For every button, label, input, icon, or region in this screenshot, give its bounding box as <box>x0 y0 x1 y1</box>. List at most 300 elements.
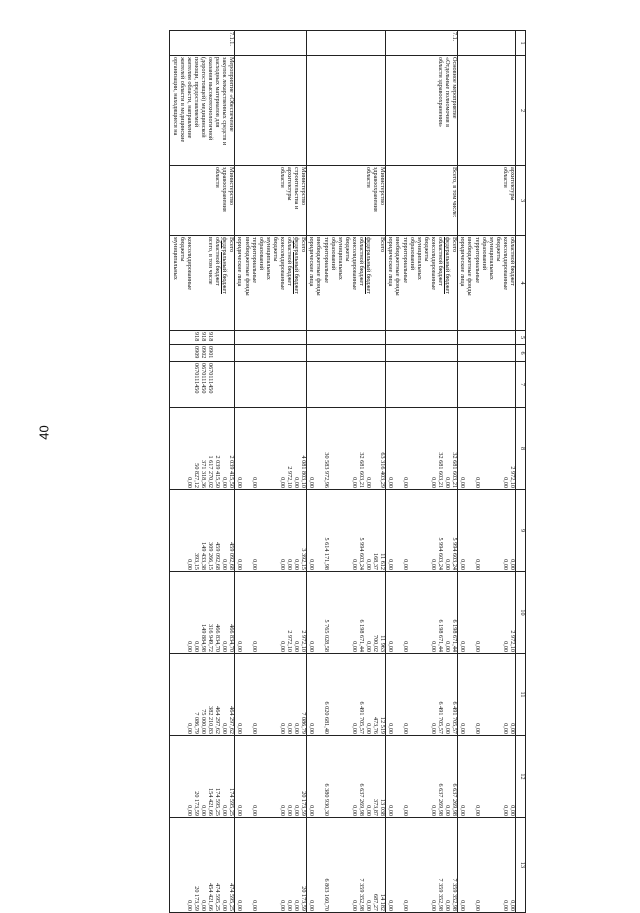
measure-name-cell <box>170 56 235 166</box>
amount-line: 14 182 <box>379 893 387 911</box>
code-line <box>508 332 515 343</box>
code-cell-c6 <box>307 345 386 362</box>
amount-line <box>242 737 249 816</box>
amount-line: 174 595,25 <box>228 788 236 816</box>
code-cell-c7 <box>458 362 516 408</box>
amount-line <box>480 655 487 734</box>
amount-line: 0,00 <box>429 723 437 734</box>
amount-line: 0,00 <box>236 641 244 652</box>
amount-cell-c8 <box>235 408 307 490</box>
amount-line <box>314 819 321 911</box>
funding-source-line: Всего <box>300 237 308 253</box>
code-line <box>378 363 385 406</box>
amount-line: 0,00 <box>444 805 452 816</box>
measure-name-cell-line: (дорогостоящей) медицинской <box>199 57 207 138</box>
measure-name-cell-line: жителям области, направление <box>185 57 193 139</box>
amount-line: 0,00 <box>365 900 373 911</box>
amount-cell-c12 <box>386 736 458 818</box>
amount-line <box>242 491 249 570</box>
amount-line: 1 617 270,02 <box>207 455 215 488</box>
measure-name-cell <box>386 56 458 166</box>
column-header-13: 13 <box>516 818 526 913</box>
amount-line: 0,00 <box>350 641 358 652</box>
amount-line <box>257 491 264 570</box>
amount-line <box>408 737 415 816</box>
amount-line: 0,00 <box>401 805 409 816</box>
amount-line: 474 595,25 <box>228 883 236 911</box>
code-line <box>450 346 457 360</box>
amount-line <box>264 737 271 816</box>
amount-line: 2 972,10 <box>286 466 294 488</box>
amount-line <box>465 491 472 570</box>
amount-line <box>178 819 185 911</box>
amount-line <box>393 655 400 734</box>
code-line <box>213 363 220 406</box>
funding-source-line: областной бюджет <box>214 237 222 286</box>
amount-line: 0,00 <box>429 900 437 911</box>
amount-line: 0,00 <box>221 641 229 652</box>
amount-line: 0,00 <box>473 641 481 652</box>
amount-line <box>487 491 494 570</box>
code-line <box>508 363 515 406</box>
amount-line: 0,00 <box>308 900 316 911</box>
amount-line <box>271 819 278 911</box>
code-line: 918 <box>199 332 207 342</box>
code-line <box>171 363 178 406</box>
amount-line <box>393 491 400 570</box>
funding-source-line: консолидированные <box>185 237 193 291</box>
amount-line: 20 173,59 <box>192 886 200 911</box>
amount-line <box>415 573 422 652</box>
amount-line: 466 834,70 <box>228 624 236 652</box>
executor-cell-line: области <box>279 167 286 188</box>
executor-cell-line: строительства и <box>293 167 301 210</box>
amount-line: 0,00 <box>429 559 437 570</box>
amount-line <box>487 819 494 911</box>
executor-cell <box>386 166 458 236</box>
amount-line: 0,00 <box>293 723 301 734</box>
amount-line <box>257 409 264 488</box>
row-number-cell <box>235 31 307 56</box>
amount-line <box>171 573 178 652</box>
amount-line: 0,00 <box>279 900 286 911</box>
amount-line: 0,00 <box>509 805 516 816</box>
executor-cell-line: области <box>214 167 222 188</box>
amount-line: 6 491 705,57 <box>437 701 445 734</box>
amount-line: 0,00 <box>459 641 467 652</box>
funding-source-cell <box>307 236 386 331</box>
executor-cell <box>235 166 307 236</box>
amount-line: 0,00 <box>401 723 409 734</box>
amount-line <box>329 655 336 734</box>
measure-name-cell <box>307 56 386 166</box>
amount-line: 0,00 <box>365 723 373 734</box>
amount-line: 0,00 <box>192 641 200 652</box>
amount-line <box>343 491 350 570</box>
code-cell-c5 <box>235 331 307 345</box>
amount-line: 0,00 <box>286 559 294 570</box>
code-line: 918 <box>207 332 215 342</box>
amount-line <box>408 491 415 570</box>
amount-line: 0,00 <box>459 477 467 488</box>
amount-line: 473,76 <box>372 716 380 734</box>
amount-line: 0,00 <box>459 723 467 734</box>
amount-line: 0,00 <box>444 477 452 488</box>
amount-line: 0,00 <box>444 723 452 734</box>
amount-line <box>343 409 350 488</box>
amount-line <box>178 737 185 816</box>
amount-line: 0,00 <box>387 641 395 652</box>
funding-source-line <box>192 237 199 329</box>
amount-line <box>343 573 350 652</box>
amount-line: 0,00 <box>286 805 294 816</box>
amount-line: 373,87 <box>372 798 380 816</box>
funding-source-line: юридические лица <box>387 237 395 287</box>
amount-line <box>415 655 422 734</box>
amount-line: 2 039 415,50 <box>214 455 222 488</box>
funding-source-line: федеральный бюджет <box>221 237 229 294</box>
amount-line: 0,00 <box>185 900 193 911</box>
funding-source-line: территориальные <box>250 237 258 283</box>
amount-line <box>336 737 343 816</box>
amount-line: 0,00 <box>221 805 229 816</box>
amount-line: 0,00 <box>236 805 244 816</box>
amount-line <box>487 409 494 488</box>
amount-line: 0,00 <box>501 723 509 734</box>
amount-line: 0,00 <box>401 641 409 652</box>
amount-cell-c9 <box>235 490 307 572</box>
amount-line <box>257 819 264 911</box>
amount-line: 393,15 <box>192 552 200 570</box>
amount-line <box>329 491 336 570</box>
amount-line: 0,00 <box>185 805 193 816</box>
amount-line: 0,00 <box>293 805 301 816</box>
funding-source-line: Всего <box>228 237 236 253</box>
funding-source-line: бюджеты <box>343 237 351 262</box>
measure-name-cell-line <box>299 57 306 164</box>
amount-line: 0,00 <box>365 477 373 488</box>
measure-name-cell-line: закупок лекарственных средств и <box>221 57 229 146</box>
amount-line: 6 637 269,98 <box>437 783 445 816</box>
funding-source-line: консолидированные <box>501 237 509 291</box>
amount-line: 0,00 <box>250 805 258 816</box>
column-header-1: 1 <box>516 31 526 56</box>
amount-line <box>393 737 400 816</box>
amount-line: 5 994 603,24 <box>437 537 445 570</box>
amount-line: 466 834,70 <box>214 624 222 652</box>
amount-line <box>329 409 336 488</box>
table-row <box>235 31 307 913</box>
row-number-cell <box>170 31 235 56</box>
amount-line: 2 972,10 <box>509 630 516 652</box>
amount-line: 0,00 <box>350 477 358 488</box>
executor-cell <box>170 166 235 236</box>
funding-source-line: бюджеты <box>494 237 502 262</box>
amount-line: 0,00 <box>387 723 395 734</box>
code-line: 0902 <box>199 346 207 359</box>
funding-source-line: областной бюджет <box>358 237 366 286</box>
amount-line: 0,00 <box>308 641 316 652</box>
amount-line: 454 421,66 <box>207 883 215 911</box>
code-cell-c7 <box>170 362 235 408</box>
funding-source-line: федеральный бюджет <box>365 237 373 294</box>
amount-line: 0,00 <box>221 477 229 488</box>
budget-table <box>170 30 527 913</box>
amount-line: 5 994 603,24 <box>358 537 366 570</box>
funding-source-line: консолидированные <box>350 237 358 291</box>
code-line <box>220 363 227 406</box>
amount-line <box>415 819 422 911</box>
code-line <box>299 363 306 406</box>
page-number: 40 <box>36 425 52 440</box>
code-line <box>508 346 515 360</box>
amount-line: 0,00 <box>293 641 301 652</box>
amount-line: 75 000,00 <box>199 709 207 734</box>
code-line <box>220 346 227 360</box>
funding-source-line: образований <box>257 237 265 271</box>
amount-line: 0,00 <box>350 723 358 734</box>
code-line <box>171 332 178 343</box>
amount-line: 0,00 <box>279 805 286 816</box>
amount-line: 0,00 <box>236 477 244 488</box>
amount-cell-c12 <box>458 736 516 818</box>
funding-source-line: муниципальных <box>264 237 272 280</box>
amount-cell-c11 <box>386 654 458 736</box>
code-line <box>185 346 192 360</box>
code-line: 0901 <box>207 346 215 359</box>
amount-line <box>480 491 487 570</box>
measure-name-cell-line: оказания высокотехнологичной <box>207 57 215 141</box>
measure-name-cell-line: «Отдельные полномочия в <box>444 57 452 128</box>
column-header-9: 9 <box>516 490 526 572</box>
amount-line <box>178 409 185 488</box>
amount-line: 0,00 <box>429 641 437 652</box>
amount-line: 0,00 <box>429 805 437 816</box>
table-header-row <box>516 31 526 913</box>
amount-line: 0,00 <box>185 477 193 488</box>
measure-name-cell-line: помощи, предоставляемой <box>192 57 200 128</box>
funding-source-line: муниципальных <box>487 237 495 280</box>
code-line <box>178 332 185 343</box>
funding-source-line: юридические лица <box>308 237 316 287</box>
amount-line: 5 765 028,58 <box>322 619 330 652</box>
amount-line: 0,00 <box>250 477 258 488</box>
code-line: 0670111450 <box>192 363 200 394</box>
amount-line: 0,00 <box>185 559 193 570</box>
amount-line <box>264 409 271 488</box>
amount-line: 0,00 <box>429 477 437 488</box>
amount-line <box>393 573 400 652</box>
column-header-2: 2 <box>516 56 526 166</box>
funding-source-line <box>199 237 206 329</box>
amount-line <box>494 573 501 652</box>
amount-line <box>171 819 178 911</box>
amount-line <box>336 491 343 570</box>
amount-line <box>257 655 264 734</box>
amount-line: 0,00 <box>279 477 286 488</box>
table-body <box>170 31 516 913</box>
amount-line: 0,00 <box>459 559 467 570</box>
funding-source-line: территориальные <box>473 237 481 283</box>
amount-line <box>422 737 429 816</box>
measure-name-cell-line: области здравоохранения» <box>437 57 445 128</box>
amount-line: 0,00 <box>473 723 481 734</box>
code-cell-c6 <box>235 345 307 362</box>
executor-cell-line: архитектуры <box>286 167 294 201</box>
amount-line: 0,00 <box>473 559 481 570</box>
code-line <box>171 346 178 360</box>
amount-line: 0,00 <box>250 900 258 911</box>
amount-line: 316 949,72 <box>207 624 215 652</box>
code-cell-c5 <box>458 331 516 345</box>
code-line <box>185 332 192 343</box>
funding-source-line: юридические лица <box>459 237 467 287</box>
amount-line <box>408 819 415 911</box>
funding-source-line: внебюджетные фонды <box>243 237 251 296</box>
amount-line <box>178 573 185 652</box>
amount-line <box>271 491 278 570</box>
amount-line: 0,00 <box>501 900 509 911</box>
column-header-4: 4 <box>516 236 526 331</box>
amount-line <box>271 409 278 488</box>
amount-line <box>343 819 350 911</box>
amount-line: 0,00 <box>444 559 452 570</box>
code-line <box>450 332 457 343</box>
measure-name-cell <box>458 56 516 166</box>
amount-line <box>494 491 501 570</box>
code-line <box>450 363 457 406</box>
funding-source-line: областной бюджет <box>509 237 516 286</box>
executor-cell <box>458 166 516 236</box>
funding-source-line: бюджеты <box>422 237 430 262</box>
amount-line <box>178 491 185 570</box>
amount-line: 0,00 <box>293 559 301 570</box>
amount-line <box>242 573 249 652</box>
amount-line <box>465 655 472 734</box>
amount-line: 6 020 681,40 <box>322 701 330 734</box>
amount-cell-c8 <box>307 408 386 490</box>
table-row <box>458 31 516 913</box>
funding-source-line: юридические лица <box>236 237 244 287</box>
amount-line: 5 614 171,98 <box>322 537 330 570</box>
amount-line: 0,00 <box>279 723 286 734</box>
amount-line: 30 583 972,96 <box>322 452 330 488</box>
amount-cell-c13 <box>458 818 516 913</box>
amount-line: 0,00 <box>199 805 207 816</box>
amount-line <box>271 573 278 652</box>
amount-line: 2 972,10 <box>300 630 308 652</box>
amount-line: 464 297,62 <box>228 706 236 734</box>
row-number-cell-line: 7.1.1. <box>228 32 236 46</box>
amount-line: 700,02 <box>372 634 380 652</box>
amount-line <box>465 573 472 652</box>
amount-line <box>487 737 494 816</box>
amount-line: 0,00 <box>250 723 258 734</box>
amount-cell-c9 <box>307 490 386 572</box>
amount-line <box>271 655 278 734</box>
funding-source-line: муниципальных <box>171 237 179 280</box>
amount-cell-c10 <box>458 572 516 654</box>
amount-line: 12 519 <box>379 716 387 734</box>
amount-line: 0,00 <box>308 805 316 816</box>
column-header-3: 3 <box>516 166 526 236</box>
amount-line <box>487 655 494 734</box>
funding-source-line: консолидированные <box>429 237 437 291</box>
amount-line: 0,00 <box>308 559 316 570</box>
amount-line: 0,00 <box>308 723 316 734</box>
executor-cell <box>307 166 386 236</box>
amount-line: 0,00 <box>501 559 509 570</box>
amount-line: 6 491 705,57 <box>358 701 366 734</box>
amount-line: 0,00 <box>365 805 373 816</box>
amount-line: 2 972,10 <box>286 630 294 652</box>
amount-line <box>314 491 321 570</box>
amount-line <box>264 655 271 734</box>
amount-line <box>264 819 271 911</box>
amount-line: 0,00 <box>350 805 358 816</box>
amount-line <box>393 819 400 911</box>
amount-line <box>264 491 271 570</box>
amount-line: 11 963 <box>379 635 387 652</box>
amount-line <box>271 737 278 816</box>
executor-cell-line: Министерство <box>228 167 236 206</box>
code-cell-c6 <box>458 345 516 362</box>
amount-cell-c11 <box>170 654 235 736</box>
code-cell-c7 <box>307 362 386 408</box>
amount-line <box>314 409 321 488</box>
measure-name-cell-line <box>508 57 515 164</box>
funding-source-line: консолидированные <box>279 237 286 291</box>
column-header-5: 5 <box>516 331 526 345</box>
amount-cell-c10 <box>307 572 386 654</box>
amount-line <box>257 573 264 652</box>
amount-line <box>494 737 501 816</box>
funding-source-line: Всего <box>451 237 459 253</box>
code-line <box>185 363 192 406</box>
funding-source-line: внебюджетные фонды <box>394 237 402 296</box>
funding-source-line: Всего <box>379 237 387 253</box>
measure-name-cell-line: расходных материалов для <box>214 57 222 128</box>
amount-line <box>422 409 429 488</box>
row-number-cell-line: 7.1. <box>451 32 459 42</box>
amount-line: 382 210,83 <box>207 706 215 734</box>
amount-line <box>480 737 487 816</box>
code-cell-c5 <box>386 331 458 345</box>
amount-line <box>343 737 350 816</box>
code-cell-c6 <box>386 345 458 362</box>
column-header-11: 11 <box>516 654 526 736</box>
amount-line <box>422 573 429 652</box>
amount-line: 0,00 <box>509 723 516 734</box>
funding-source-cell <box>386 236 458 331</box>
amount-line: 63 316 403,29 <box>379 452 387 488</box>
measure-name-cell-line <box>378 57 385 164</box>
amount-line <box>422 655 429 734</box>
amount-line <box>415 737 422 816</box>
amount-line: 20 173,59 <box>192 791 200 816</box>
amount-line: 0,00 <box>387 900 395 911</box>
amount-line: 0,00 <box>185 723 193 734</box>
amount-line: 6 803 160,70 <box>322 878 330 911</box>
amount-line: 0,00 <box>250 559 258 570</box>
funding-source-line: областной бюджет <box>437 237 445 286</box>
code-line <box>299 346 306 360</box>
amount-line <box>329 573 336 652</box>
amount-line: 309 266,15 <box>207 542 215 570</box>
amount-line: 0,00 <box>501 477 509 488</box>
column-header-8: 8 <box>516 408 526 490</box>
amount-line: 0,00 <box>365 641 373 652</box>
